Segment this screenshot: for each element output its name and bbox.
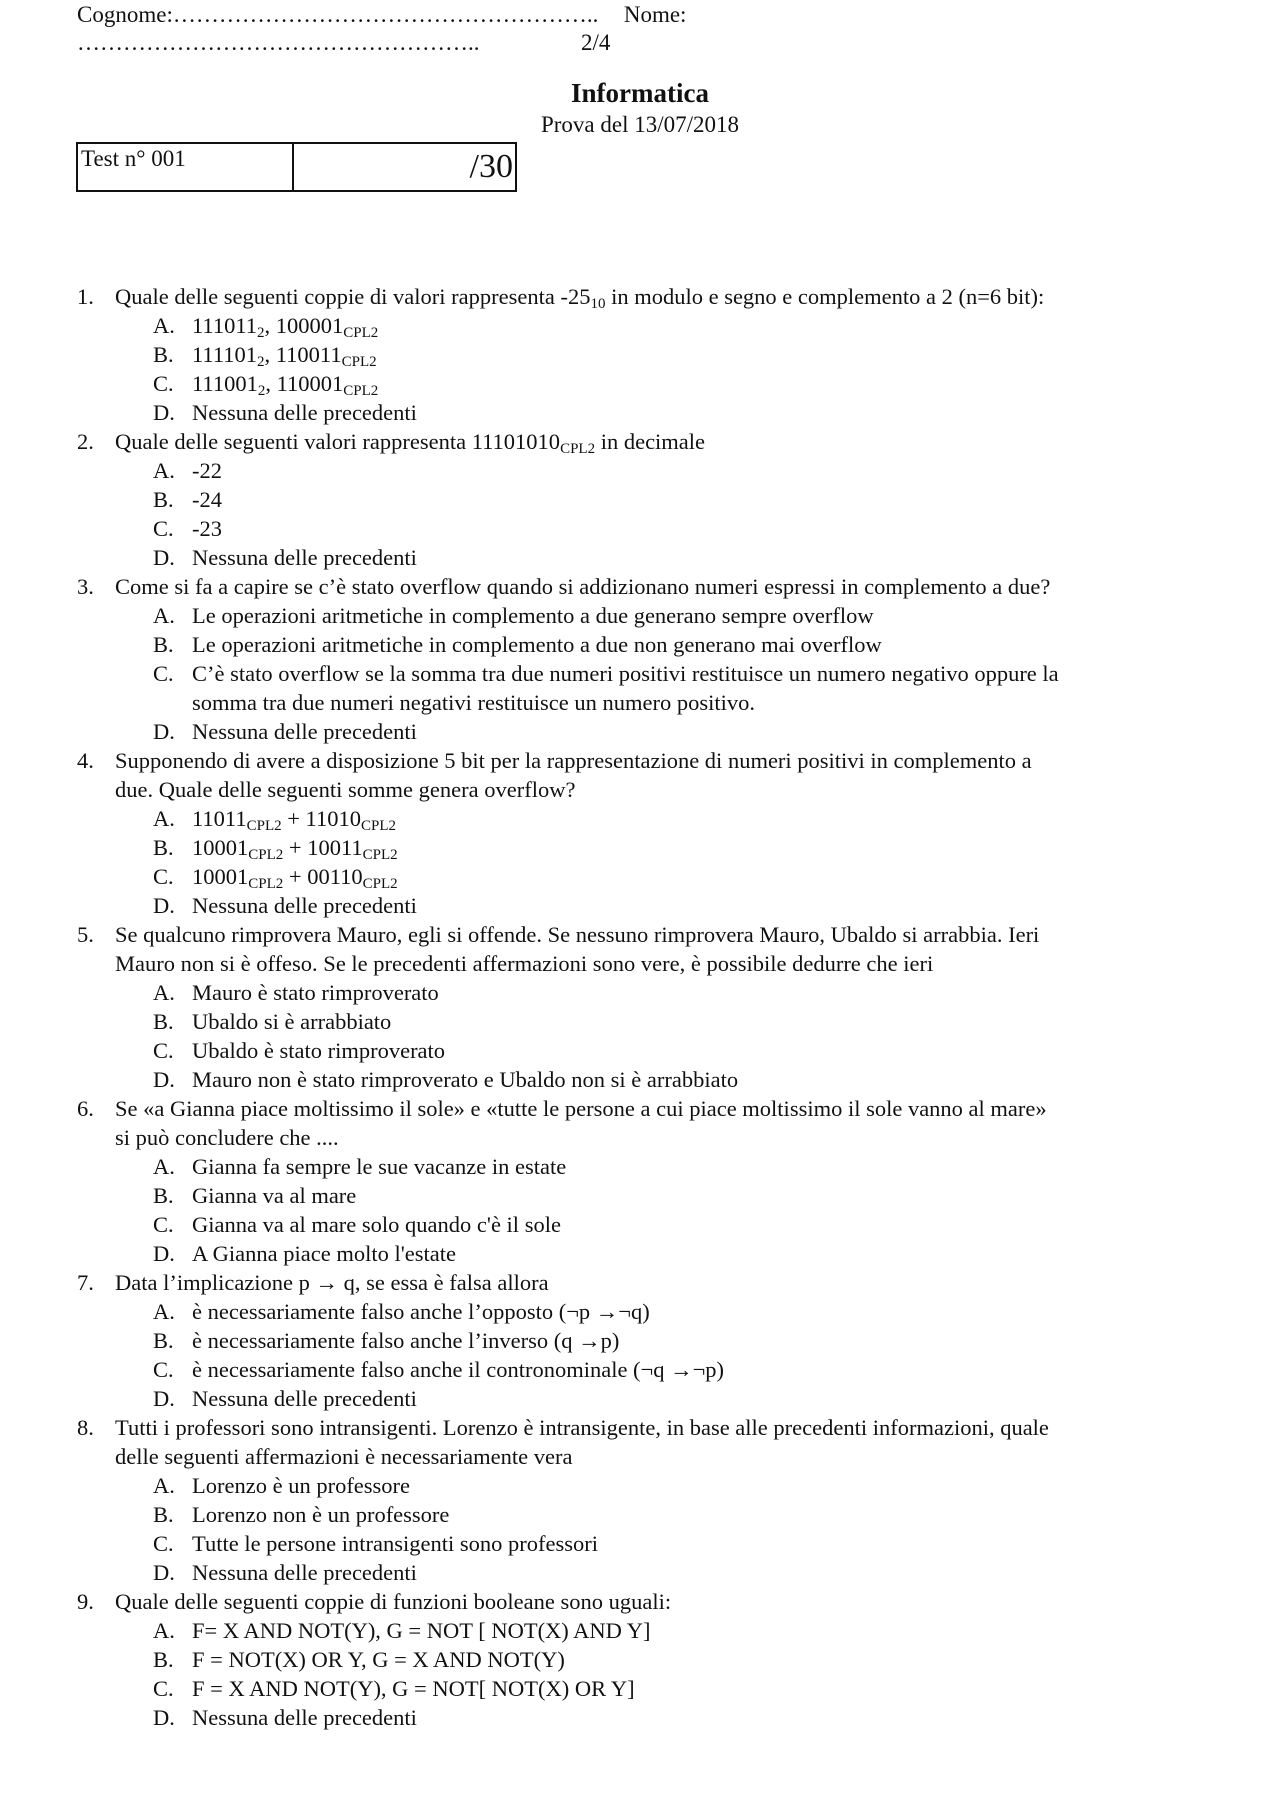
answer-option[interactable] (0, 1210, 1280, 1239)
text-segment: + 11010 (281, 806, 361, 831)
option-letter: C. (153, 1038, 174, 1063)
question-stem (0, 920, 1280, 949)
question-number: 4. (77, 748, 94, 773)
subscript: 10 (590, 296, 606, 312)
question-stem (0, 1268, 1280, 1297)
question-stem (0, 1587, 1280, 1616)
subscript: CPL2 (360, 818, 396, 834)
option-letter: D. (153, 1067, 175, 1092)
page-indicator: 2/4 (581, 30, 611, 55)
answer-option[interactable] (0, 340, 1280, 369)
option-letter: C. (153, 516, 174, 541)
text-segment: 111001 (192, 371, 258, 396)
option-letter: D. (153, 400, 175, 425)
question-number: 2. (77, 429, 94, 454)
question-stem (0, 282, 1280, 311)
option-text: C’è stato overflow se la somma tra due numeri positivi restituisce un numero negativo oppure la (192, 661, 1059, 686)
option-letter: D. (153, 545, 175, 570)
text-segment: 111011 (192, 313, 257, 338)
option-text: Nessuna delle precedenti (192, 719, 417, 744)
answer-option[interactable] (0, 398, 1280, 427)
option-letter: C. (153, 1212, 174, 1237)
option-text: Ubaldo è stato rimproverato (192, 1038, 446, 1063)
question-stem-continued (0, 775, 1280, 804)
answer-option[interactable] (0, 978, 1280, 1007)
question-text: Se qualcuno rimprovera Mauro, egli si offende. Se nessuno rimprovera Mauro, Ubaldo si arrabbia. Ieri (115, 922, 1040, 947)
document-subtitle: Prova del 13/07/2018 (540, 112, 740, 137)
option-text: Nessuna delle precedenti (192, 1705, 417, 1730)
answer-option-continued (0, 688, 1280, 717)
subscript: 2 (257, 383, 266, 399)
answer-option[interactable] (0, 311, 1280, 340)
name-dots: …………………………………………….. (77, 30, 480, 55)
answer-option[interactable] (0, 1500, 1280, 1529)
option-text: Nessuna delle precedenti (192, 1386, 417, 1411)
option-letter: A. (153, 980, 175, 1005)
option-text: è necessariamente falso anche l’opposto (¬p →¬q) (192, 1299, 650, 1324)
option-letter: A. (153, 1154, 175, 1179)
option-letter: D. (153, 1386, 175, 1411)
text-segment: , 110001 (265, 371, 344, 396)
answer-option[interactable] (0, 891, 1280, 920)
question-7 (0, 1268, 1280, 1413)
surname-field-label (77, 1, 686, 29)
option-text-continued: somma tra due numeri negativi restituisce un numero positivo. (192, 690, 756, 715)
question-6 (0, 1094, 1280, 1268)
question-number: 6. (77, 1096, 94, 1121)
question-8 (0, 1413, 1280, 1587)
subscript: 2 (257, 354, 265, 370)
option-letter: C. (153, 371, 174, 396)
subscript: CPL2 (246, 818, 282, 834)
option-text: Gianna va al mare solo quando c'è il sole (192, 1212, 561, 1237)
text-segment: + 00110 (283, 864, 363, 889)
option-text (192, 340, 377, 369)
option-text: Lorenzo non è un professore (192, 1502, 450, 1527)
option-text: Lorenzo è un professore (192, 1473, 411, 1498)
option-text: Nessuna delle precedenti (192, 893, 417, 918)
option-text: Nessuna delle precedenti (192, 400, 417, 425)
question-4 (0, 746, 1280, 920)
subscript: CPL2 (248, 876, 284, 892)
question-text: Data l’implicazione p → q, se essa è falsa allora (115, 1270, 549, 1295)
question-5 (0, 920, 1280, 1094)
option-text (192, 862, 398, 891)
option-text (192, 369, 378, 398)
option-letter: A. (153, 313, 175, 338)
answer-option[interactable] (0, 1297, 1280, 1326)
option-text: Le operazioni aritmetiche in complemento a due generano sempre overflow (192, 603, 874, 628)
option-text: F= X AND NOT(Y), G = NOT [ NOT(X) AND Y] (192, 1618, 651, 1643)
answer-option[interactable] (0, 1355, 1280, 1384)
text-segment: 111101 (192, 342, 257, 367)
text-segment: 11011 (192, 806, 247, 831)
option-letter: A. (153, 1299, 175, 1324)
subscript: 2 (257, 325, 265, 341)
surname-label: Cognome:……………………………………………….. (77, 2, 599, 27)
text-segment: , 110011 (264, 342, 342, 367)
option-letter: B. (153, 342, 174, 367)
option-letter: A. (153, 1473, 175, 1498)
option-text: Mauro è stato rimproverato (192, 980, 439, 1005)
option-text: Le operazioni aritmetiche in complemento a due non generano mai overflow (192, 632, 882, 657)
option-text (192, 311, 378, 340)
question-text: Quale delle seguenti coppie di funzioni booleane sono uguali: (115, 1589, 672, 1614)
answer-option[interactable] (0, 456, 1280, 485)
option-text: Mauro non è stato rimproverato e Ubaldo non si è arrabbiato (192, 1067, 739, 1092)
option-text: F = X AND NOT(Y), G = NOT[ NOT(X) OR Y] (192, 1676, 635, 1701)
answer-option[interactable] (0, 1384, 1280, 1413)
subscript: CPL2 (362, 847, 398, 863)
option-letter: B. (153, 1183, 174, 1208)
question-stem (0, 572, 1280, 601)
subscript: CPL2 (343, 383, 379, 399)
answer-option[interactable] (0, 1239, 1280, 1268)
option-letter: A. (153, 806, 175, 831)
option-letter: B. (153, 1502, 174, 1527)
option-letter: C. (153, 864, 174, 889)
option-letter: A. (153, 1618, 175, 1643)
score-total: /30 (469, 148, 513, 185)
question-9 (0, 1587, 1280, 1732)
option-letter: C. (153, 661, 174, 686)
question-number: 7. (77, 1270, 94, 1295)
answer-option[interactable] (0, 862, 1280, 891)
question-number: 8. (77, 1415, 94, 1440)
option-text (192, 804, 396, 833)
question-text (115, 427, 705, 456)
text-segment: in modulo e segno e complemento a 2 (n=6 bit): (605, 284, 1045, 309)
question-1 (0, 282, 1280, 427)
option-text: Ubaldo si è arrabbiato (192, 1009, 392, 1034)
answer-option[interactable] (0, 1558, 1280, 1587)
option-letter: A. (153, 603, 175, 628)
option-letter: C. (153, 1676, 174, 1701)
answer-option[interactable] (0, 1471, 1280, 1500)
subscript: CPL2 (343, 325, 379, 341)
answer-option[interactable] (0, 1616, 1280, 1645)
subscript: CPL2 (248, 847, 284, 863)
option-letter: C. (153, 1531, 174, 1556)
option-letter: B. (153, 1647, 174, 1672)
question-stem (0, 746, 1280, 775)
option-text: Gianna fa sempre le sue vacanze in estate (192, 1154, 567, 1179)
text-segment: , 100001 (264, 313, 344, 338)
option-text: -23 (192, 516, 222, 541)
answer-option[interactable] (0, 514, 1280, 543)
answer-option[interactable] (0, 1065, 1280, 1094)
answer-option[interactable] (0, 1036, 1280, 1065)
option-letter: D. (153, 893, 175, 918)
text-segment: Quale delle seguenti coppie di valori rappresenta -25 (115, 284, 591, 309)
question-stem-continued (0, 1442, 1280, 1471)
option-text: Nessuna delle precedenti (192, 545, 417, 570)
option-letter: D. (153, 1241, 175, 1266)
question-stem (0, 427, 1280, 456)
answer-option[interactable] (0, 717, 1280, 746)
option-text: Nessuna delle precedenti (192, 1560, 417, 1585)
answer-option[interactable] (0, 1181, 1280, 1210)
option-letter: B. (153, 487, 174, 512)
answer-option[interactable] (0, 1674, 1280, 1703)
answer-option[interactable] (0, 543, 1280, 572)
question-list (0, 282, 1280, 1732)
option-text: -22 (192, 458, 222, 483)
question-text: Se «a Gianna piace moltissimo il sole» e «tutte le persone a cui piace moltissimo il sole vanno al mare» (115, 1096, 1047, 1121)
question-stem (0, 1413, 1280, 1442)
subscript: CPL2 (560, 441, 596, 457)
answer-option[interactable] (0, 1529, 1280, 1558)
question-stem-continued (0, 1123, 1280, 1152)
answer-option[interactable] (0, 369, 1280, 398)
question-number: 5. (77, 922, 94, 947)
option-letter: D. (153, 719, 175, 744)
score-box (76, 142, 517, 192)
question-text (115, 282, 1044, 311)
name-field-dots (77, 29, 480, 57)
answer-option[interactable] (0, 1703, 1280, 1732)
option-text: A Gianna piace molto l'estate (192, 1241, 456, 1266)
question-number: 3. (77, 574, 94, 599)
option-text: Tutte le persone intransigenti sono professori (192, 1531, 598, 1556)
name-label: Nome: (623, 2, 687, 27)
question-text-continued: due. Quale delle seguenti somme genera overflow? (115, 777, 576, 802)
question-number: 1. (77, 284, 94, 309)
option-text: Gianna va al mare (192, 1183, 357, 1208)
text-segment: + 10011 (283, 835, 363, 860)
subscript: CPL2 (362, 876, 398, 892)
answer-option[interactable] (0, 804, 1280, 833)
answer-option[interactable] (0, 485, 1280, 514)
text-segment: 10001 (192, 864, 249, 889)
option-letter: C. (153, 1357, 174, 1382)
option-letter: B. (153, 835, 174, 860)
option-text: -24 (192, 487, 222, 512)
option-text: è necessariamente falso anche l’inverso (q →p) (192, 1328, 620, 1353)
answer-option[interactable] (0, 659, 1280, 688)
option-text: è necessariamente falso anche il contronominale (¬q →¬p) (192, 1357, 725, 1382)
question-2 (0, 427, 1280, 572)
option-letter: D. (153, 1705, 175, 1730)
answer-option[interactable] (0, 1326, 1280, 1355)
question-text-continued: Mauro non si è offeso. Se le precedenti affermazioni sono vere, è possibile dedurre che ieri (115, 951, 934, 976)
question-3 (0, 572, 1280, 746)
option-letter: B. (153, 1009, 174, 1034)
option-letter: B. (153, 1328, 174, 1353)
option-letter: B. (153, 632, 174, 657)
answer-option[interactable] (0, 1152, 1280, 1181)
answer-option[interactable] (0, 630, 1280, 659)
option-letter: D. (153, 1560, 175, 1585)
text-segment: in decimale (595, 429, 706, 454)
question-text-continued: si può concludere che .... (115, 1125, 339, 1150)
test-number: Test n° 001 (78, 144, 294, 190)
question-stem-continued (0, 949, 1280, 978)
question-text: Come si fa a capire se c’è stato overflow quando si addizionano numeri espressi in complemento a due? (115, 574, 1051, 599)
answer-option[interactable] (0, 1007, 1280, 1036)
text-segment: Quale delle seguenti valori rappresenta 11101010 (115, 429, 561, 454)
question-number: 9. (77, 1589, 94, 1614)
option-letter: A. (153, 458, 175, 483)
question-stem (0, 1094, 1280, 1123)
answer-option[interactable] (0, 601, 1280, 630)
option-text: F = NOT(X) OR Y, G = X AND NOT(Y) (192, 1647, 565, 1672)
document-title: Informatica (571, 78, 709, 108)
question-text: Supponendo di avere a disposizione 5 bit per la rappresentazione di numeri positivi in complemento a (115, 748, 1032, 773)
subscript: CPL2 (341, 354, 377, 370)
question-text-continued: delle seguenti affermazioni è necessariamente vera (115, 1444, 573, 1469)
text-segment: 10001 (192, 835, 249, 860)
answer-option[interactable] (0, 1645, 1280, 1674)
answer-option[interactable] (0, 833, 1280, 862)
question-text: Tutti i professori sono intransigenti. Lorenzo è intransigente, in base alle precedenti informazioni, quale (115, 1415, 1049, 1440)
option-text (192, 833, 398, 862)
